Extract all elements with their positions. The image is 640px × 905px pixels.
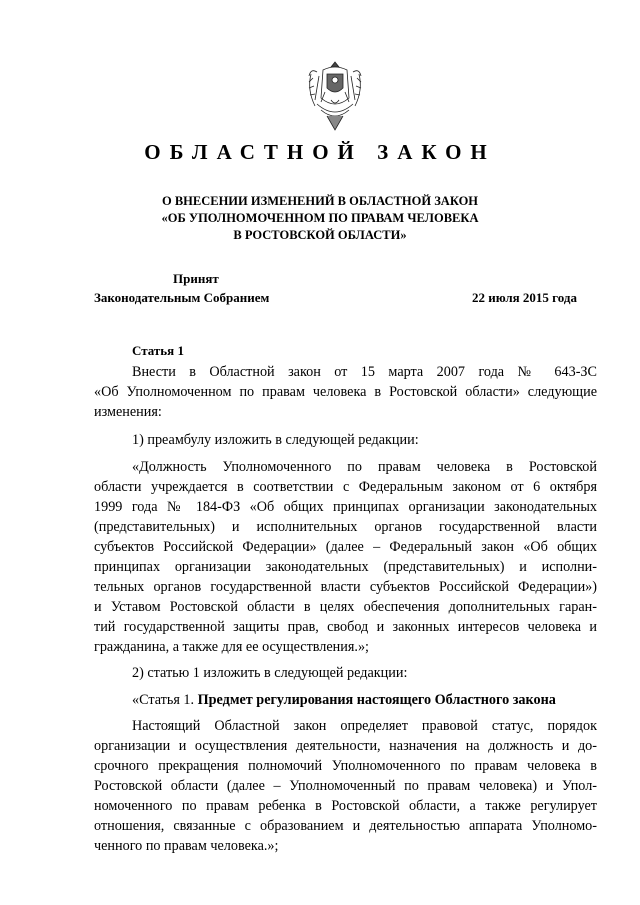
article-quote-title: Предмет регулирования настоящего Областного закона [197, 692, 556, 708]
body-line: «Должность Уполномоченного по правам человека в Ростовской [132, 459, 597, 475]
law-title-line: О ВНЕСЕНИИ ИЗМЕНЕНИЙ В ОБЛАСТНОЙ ЗАКОН [161, 194, 479, 208]
law-title-line: В РОСТОВСКОЙ ОБЛАСТИ» [233, 228, 407, 242]
article-quote-heading [132, 690, 597, 710]
body-line: области учреждается в соответствии с Федеральным законом от 6 октября [94, 479, 597, 495]
rostov-oblast-coat-of-arms-icon [305, 60, 365, 135]
body-line: и Уставом Ростовской области в целях обеспечения дополнительных гаран- [94, 599, 597, 615]
law-title-line: «ОБ УПОЛНОМОЧЕННОМ ПО ПРАВАМ ЧЕЛОВЕКА [161, 211, 479, 225]
body-line: 1) преамбулу изложить в следующей редакции: [132, 432, 419, 448]
body-line: «Об Уполномоченном по правам человека в Ростовской области» следующие [94, 384, 597, 400]
adopted-by: Законодательным Собранием [94, 290, 270, 305]
adoption-date: 22 июля 2015 года [472, 290, 577, 305]
body-line: Ростовской области (далее – Уполномоченный по правам человека) и Упол- [94, 778, 597, 794]
body-line: тельных органов государственной власти субъектов Российской Федерации») [94, 579, 597, 595]
body-line: ченного по правам человека.»; [94, 838, 279, 854]
body-line: гражданина, а также для ее осуществления.»; [94, 639, 369, 655]
body-line: 1999 года № 184-ФЗ «Об общих принципах организации законодательных [94, 499, 597, 515]
body-line: изменения: [94, 404, 162, 420]
law-type-heading: ОБЛАСТНОЙ ЗАКОН [144, 140, 496, 164]
body-line: номоченного по правам ребенка в Ростовской области, а также регулирует [94, 798, 597, 814]
body-line: Внести в Областной закон от 15 марта 2007 года № 643-ЗС [132, 364, 597, 380]
body-line: (представительных) и исполнительных органов государственной власти [94, 519, 597, 535]
adopted-label: Принят [173, 271, 219, 286]
article-heading: Статья 1 [132, 343, 184, 358]
body-line: срочного прекращения полномочий Уполномоченного по правам человека в [94, 758, 597, 774]
body-line: Настоящий Областной закон определяет правовой статус, порядок [132, 718, 597, 734]
law-title [0, 193, 640, 244]
body-line: принципах организации законодательных (представительных) и исполни- [94, 559, 597, 575]
article-quote-number: «Статья 1. [132, 692, 195, 708]
body-line: 2) статью 1 изложить в следующей редакции: [132, 665, 408, 681]
body-line: субъектов Российской Федерации» (далее – Федеральный закон «Об общих [94, 539, 597, 555]
body-line: тий государственной защиты прав, свобод и законных интересов человека и [94, 619, 597, 635]
body-line: отношения, связанные с образованием и деятельностью аппарата Уполномо- [94, 818, 597, 834]
body-line: организации и осуществления деятельности, назначения на должность и до- [94, 738, 597, 754]
